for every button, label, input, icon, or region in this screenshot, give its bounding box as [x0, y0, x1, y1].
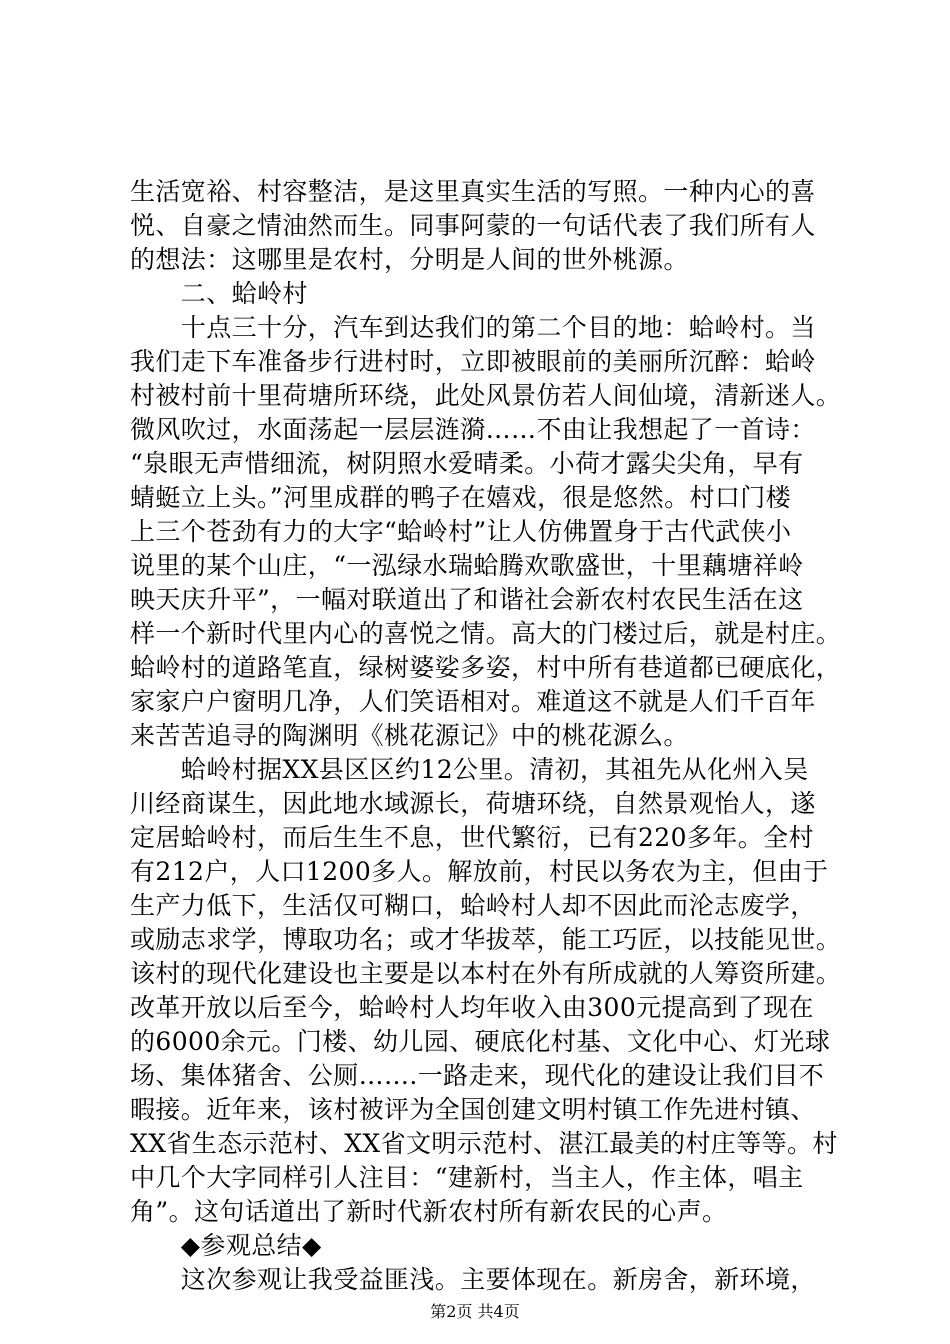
text-line: 蜻蜓立上头。”河里成群的鸭子在嬉戏，很是悠然。村口门楼 — [130, 483, 792, 512]
text-line: 上三个苍劲有力的大字“蛤岭村”让人仿佛置身于古代武侠小 — [130, 517, 792, 546]
text-line: 中几个大字同样引人注目：“建新村，当主人，作主体，唱主 — [130, 1163, 804, 1192]
section-heading: 二、蛤岭村 — [130, 279, 308, 308]
text-line: 暇接。近年来，该村被评为全国创建文明村镇工作先进村镇、 — [130, 1095, 816, 1124]
text-line: 微风吹过，水面荡起一层层涟漪……不由让我想起了一首诗： — [130, 415, 816, 444]
text-line: 定居蛤岭村，而后生生不息，世代繁衍，已有220多年。全村 — [130, 823, 814, 852]
text-line: 生产力低下，生活仅可糊口，蛤岭村人却不因此而沦志废学， — [130, 891, 816, 920]
text-line: XX省生态示范村、XX省文明示范村、湛江最美的村庄等等。村 — [130, 1129, 838, 1158]
text-line: 的想法：这哪里是农村，分明是人间的世外桃源。 — [130, 245, 689, 274]
page-footer: 第2页 共4页 — [430, 1302, 520, 1321]
text-line: 有212户，人口1200多人。解放前，村民以务农为主，但由于 — [130, 857, 829, 886]
text-line: 这次参观让我受益匪浅。主要体现在。新房舍，新环境， — [130, 1265, 816, 1294]
text-line: 场、集体猪舍、公厕…….一路走来，现代化的建设让我们目不 — [130, 1061, 825, 1090]
text-line: 的6000余元。门楼、幼儿园、硬底化村基、文化中心、灯光球 — [130, 1027, 831, 1056]
text-line: 生活宽裕、村容整洁，是这里真实生活的写照。一种内心的喜 — [130, 177, 816, 206]
text-line: 家家户户窗明几净，人们笑语相对。难道这不就是人们千百年 — [130, 687, 816, 716]
text-line: 该村的现代化建设也主要是以本村在外有所成就的人筹资所建。 — [130, 959, 842, 988]
text-line: 改革开放以后至今，蛤岭村人均年收入由300元提高到了现在 — [130, 993, 814, 1022]
text-line: 村被村前十里荷塘所环绕，此处风景仿若人间仙境，清新迷人。 — [130, 381, 842, 410]
text-line: 或励志求学，博取功名；或才华拔萃，能工巧匠，以技能见世。 — [130, 925, 842, 954]
text-line: 悦、自豪之情油然而生。同事阿蒙的一句话代表了我们所有人 — [130, 211, 816, 240]
text-line: 蛤岭村的道路笔直，绿树婆娑多姿，村中所有巷道都已硬底化， — [130, 653, 842, 682]
text-line: 我们走下车准备步行进村时，立即被眼前的美丽所沉醉：蛤岭 — [130, 347, 816, 376]
text-line: 蛤岭村据XX县区区约12公里。清初，其祖先从化州入吴 — [130, 755, 809, 784]
text-line: 来苦苦追寻的陶渊明《桃花源记》中的桃花源么。 — [130, 721, 689, 750]
text-line: “泉眼无声惜细流，树阴照水爱晴柔。小荷才露尖尖角，早有 — [130, 449, 804, 478]
text-line: 说里的某个山庄，“一泓绿水瑞蛤腾欢歌盛世，十里藕塘祥岭 — [130, 551, 804, 580]
text-line: 样一个新时代里内心的喜悦之情。高大的门楼过后，就是村庄。 — [130, 619, 842, 648]
text-line: 川经商谋生，因此地水域源长，荷塘环绕，自然景观怡人，遂 — [130, 789, 816, 818]
section-heading: ◆参观总结◆ — [130, 1231, 322, 1260]
text-line: 角”。这句话道出了新时代新农村所有新农民的心声。 — [130, 1197, 728, 1226]
text-line: 映天庆升平”，一幅对联道出了和谐社会新农村农民生活在这 — [130, 585, 804, 614]
text-line: 十点三十分，汽车到达我们的第二个目的地：蛤岭村。当 — [130, 313, 816, 342]
